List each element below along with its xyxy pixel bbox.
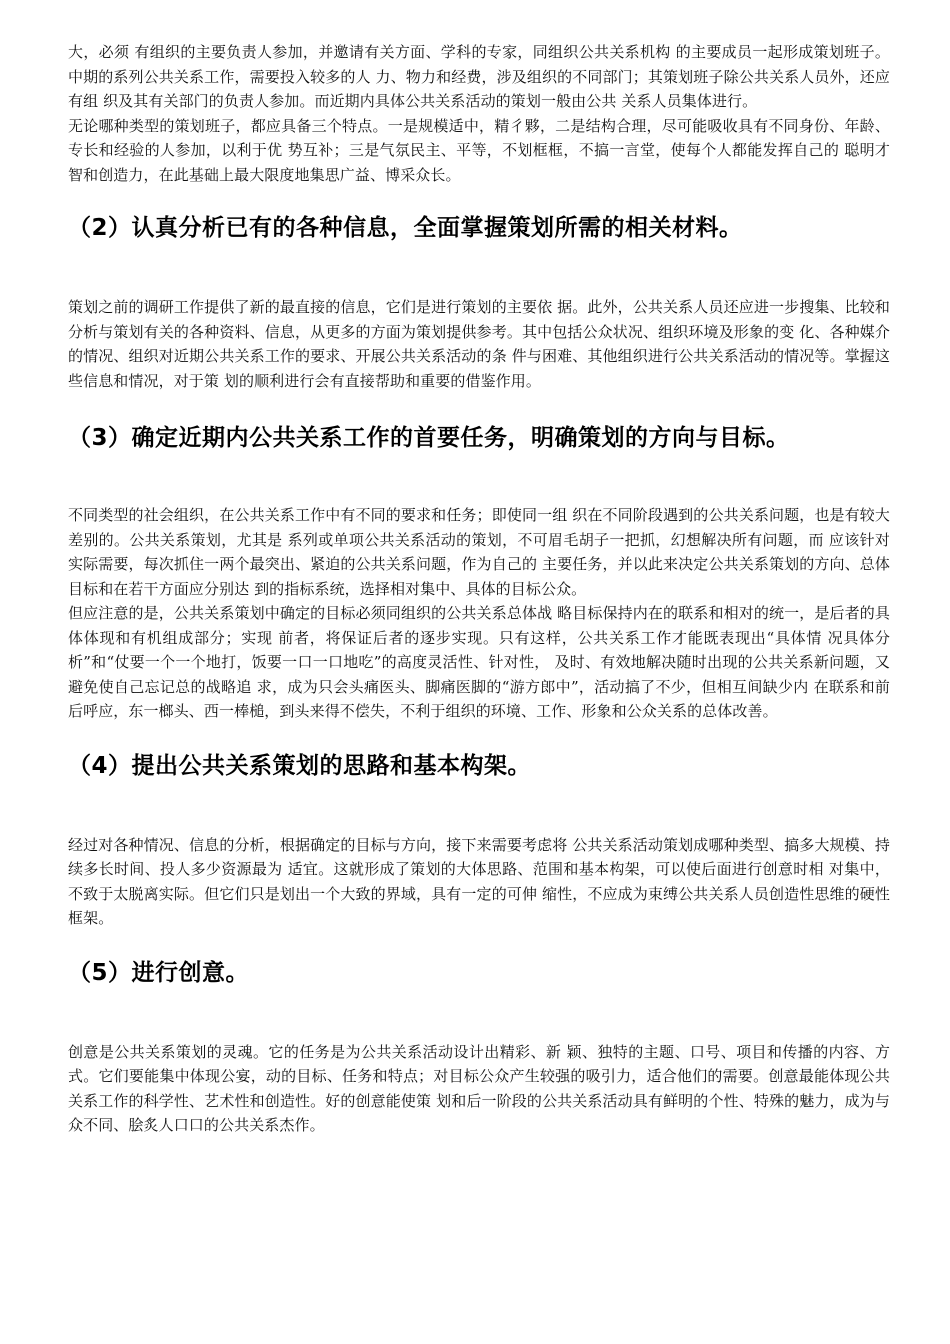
section-heading-4: （4）提出公共关系策划的思路和基本构架。	[68, 752, 532, 779]
paragraph: 但应注意的是，公共关系策划中确定的目标必须同组织的公共关系总体战 略目标保持内在的联系和相对的统一，是后者的具体体现和有机组成部分；实现 前者，将保证后者的逐步实现。只有这样，公共关系工作才能既表现出“具体情 况具体分析”和“仗要一个一个地打，饭要一口一口地吃”的高度灵活性、针对性， 及时、有效地解决随时出现的公共关系新问题，又避免使自己忘记总的战略追 求，成为只会头痛医头、脚痛医脚的“游方郎中”，活动搞了不少，但相互间缺少内 在联系和前后呼应，东一榔头、西一棒槌，到头来得不偿失，不利于组织的环境、工作、形象和公众关系的总体改善。	[68, 604, 890, 720]
paragraph: 经过对各种情况、信息的分析，根据确定的目标与方向，接下来需要考虑将 公共关系活动策划成哪种类型、搞多大规模、持续多长时间、投人多少资源最为 适宜。这就形成了策划的大体思路、范围和基本构架，可以使后面进行创意时相 对集中，不致于太脱离实际。但它们只是划出一个大致的界域，具有一定的可伸 缩性，不应成为束缚公共关系人员创造性思维的硬性框架。	[68, 835, 890, 927]
section-heading-5: （5）进行创意。	[68, 959, 250, 986]
paragraph: 创意是公共关系策划的灵魂。它的任务是为公共关系活动设计出精彩、新 颖、独特的主题、口号、项目和传播的内容、方式。它们要能集中体现公宴，动的目标、任务和特点；对目标公众产生较强的吸引力，适合他们的需要。创意最能体现公共关系工作的科学性、艺术性和创造性。好的创意能使策 划和后一阶段的公共关系活动具有鲜明的个性、特殊的魅力，成为与众不同、脍炙人口口的公共关系杰作。	[68, 1042, 890, 1134]
paragraph: 策划之前的调研工作提供了新的最直接的信息，它们是进行策划的主要依 据。此外，公共关系人员还应进一步搜集、比较和分析与策划有关的各种资料、信息，从更多的方面为策划提供参考。其中包括公众状况、组织环境及形象的变 化、各种媒介的情况、组织对近期公共关系工作的要求、开展公共关系活动的条 件与困难、其他组织进行公共关系活动的情况等。掌握这些信息和情况，对于策 划的顺利进行会有直接帮助和重要的借鉴作用。	[68, 298, 890, 390]
paragraph: 大，必须 有组织的主要负责人参加，并邀请有关方面、学科的专家，同组织公共关系机构 的主要成员一起形成策划班子。中期的系列公共关系工作，需要投入较多的人 力、物力和经费，涉及组织的不同部门；其策划班子除公共关系人员外，还应有组 织及其有关部门的负责人参加。而近期内具体公共关系活动的策划一般由公共 关系人员集体进行。	[68, 43, 890, 110]
section-heading-3: （3）确定近期内公共关系工作的首要任务，明确策划的方向与目标。	[68, 425, 790, 451]
document-page	[68, 40, 890, 1138]
section-heading-2: （2）认真分析已有的各种信息，全面掌握策划所需的相关材料。	[68, 215, 743, 241]
paragraph: 无论哪种类型的策划班子，都应具备三个特点。一是规模适中，精彳夥，二是结构合理，尽可能吸收具有不同身份、年龄、专长和经验的人参加，以利于优 势互补；三是气氛民主、平等，不划框框，不搞一言堂，使每个人都能发挥自己的 聪明才智和创造力，在此基础上最大限度地集思广益、博采众长。	[68, 116, 890, 184]
paragraph: 不同类型的社会组织，在公共关系工作中有不同的要求和任务；即使同一组 织在不同阶段遇到的公共关系问题，也是有较大差别的。公共关系策划，尤其是 系列或单项公共关系活动的策划，不可眉毛胡子一把抓，幻想解决所有问题，而 应该针对实际需要，每次抓住一两个最突出、紧迫的公共关系问题，作为自己的 主要任务，并以此来决定公共关系策划的方向、总体目标和在若干方面应分别达 到的指标系统，选择相对集中、具体的目标公众。	[68, 506, 890, 598]
